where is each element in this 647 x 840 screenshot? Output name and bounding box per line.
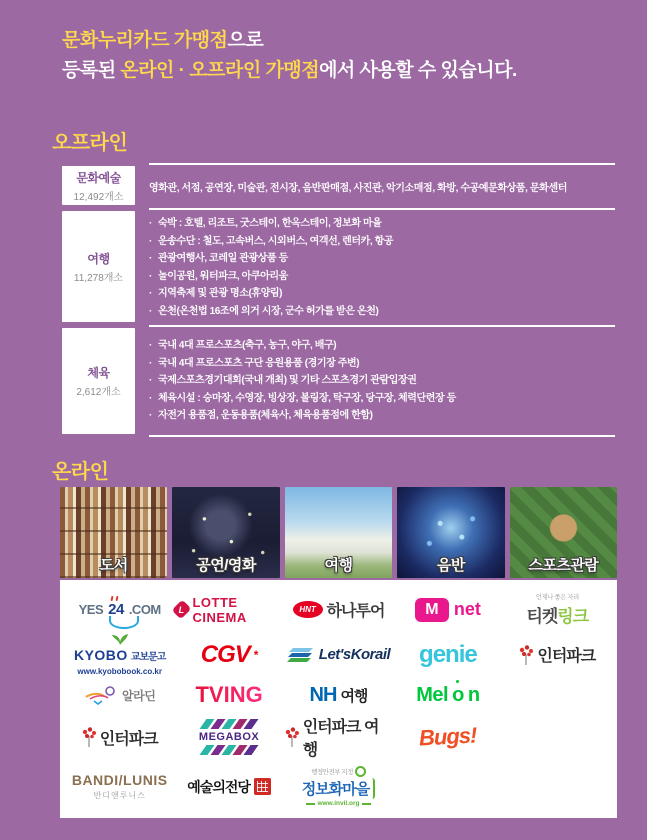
logo-bugs: Bugs! — [418, 722, 478, 751]
title-line-2: 등록된 온라인 · 오프라인 가맹점에서 사용할 수 있습니다. — [62, 60, 517, 82]
logo-melon: Mel o n — [416, 683, 480, 706]
list-item: · 숙박 : 호텔, 리조트, 굿스테이, 한옥스테이, 정보화 마을 — [149, 215, 615, 233]
list-item: · 국내 4대 프로스포츠 구단 응원용품 (경기장 주변) — [149, 355, 615, 373]
logo-nh-travel: NH 여행 — [309, 683, 368, 706]
hanatour-badge-icon: HNT — [293, 601, 323, 618]
offline-row-sports — [62, 325, 615, 437]
aladin-lamp-icon — [84, 685, 118, 705]
category-box-sports — [62, 328, 135, 434]
list-item: · 관광여행사, 코레일 관광상품 등 — [149, 250, 615, 268]
logo-seoul-arts-center: 예술의전당 — [187, 777, 271, 797]
category-count: 11,278개소 — [73, 272, 124, 284]
logo-lotte-cinema: L LOTTE CINEMA — [175, 595, 282, 625]
korail-stripes-icon — [287, 648, 315, 662]
list-item: · 놀이공원, 워터파크, 아쿠아리움 — [149, 268, 615, 286]
logo-hanatour: HNT 하나투어 — [293, 598, 385, 621]
logo-yes24: YES 24 .COM — [79, 601, 161, 618]
list-item: · 체육시설 : 승마장, 수영장, 빙상장, 볼링장, 탁구장, 당구장, 체력단련장 등 — [149, 390, 615, 408]
offline-section-title: 오프라인 — [52, 132, 128, 154]
offline-row-culture — [62, 163, 615, 208]
list-item: · 온천(온천법 16조에 의거 시장, 군수 허가를 받은 온천) — [149, 303, 615, 321]
megabox-stripes-icon — [203, 745, 255, 755]
lotte-diamond-icon: L — [172, 600, 192, 620]
category-image-label: 스포츠관람 — [528, 557, 599, 574]
partner-logo-panel — [60, 580, 617, 818]
logo-interpark-2: 인터파크 — [82, 726, 158, 749]
ticketlink-tagline: 언제나 좋은 자리 — [535, 594, 579, 601]
online-category-images — [60, 487, 617, 578]
interpark-flower-icon — [519, 645, 533, 665]
category-image-label: 공연/영화 — [196, 557, 256, 574]
category-box-culture — [62, 166, 135, 205]
category-image-travel — [285, 487, 392, 578]
category-box-travel — [62, 211, 135, 322]
invil-url: www.invil.org — [306, 800, 370, 807]
logo-kyobo: KYOBO 교보문고 www.kyobobook.co.kr — [74, 633, 165, 676]
logo-aladin: 알라딘 — [84, 685, 155, 705]
list-item: · 운송수단 : 철도, 고속버스, 시외버스, 여객선, 렌터카, 항공 — [149, 233, 615, 251]
list-item: · 국제스포츠경기대회(국내 개최) 및 기타 스포츠경기 관람입장권 — [149, 372, 615, 390]
category-label: 여행 — [87, 251, 110, 266]
category-image-label: 도서 — [99, 557, 128, 574]
category-label: 문화예술 — [76, 170, 121, 185]
logo-cgv: CGV * — [200, 640, 258, 668]
category-image-music — [397, 487, 504, 578]
interpark-flower-icon — [82, 727, 96, 747]
list-item: · 자전거 용품점, 운동용품(체육사, 체육용품점에 한함) — [149, 407, 615, 425]
title-line-1: 문화누리카드 가맹점으로 — [62, 30, 264, 51]
offline-table — [62, 163, 615, 437]
invil-circuit-icon — [355, 766, 366, 777]
category-items-sports — [149, 325, 615, 437]
mnet-m-icon: M — [415, 598, 449, 622]
logo-mnet: M net — [415, 598, 481, 622]
invil-tagline: 행정안전부 지정 — [311, 769, 353, 776]
category-items-travel — [149, 208, 615, 325]
logo-korail: Let'sKorail — [287, 646, 390, 663]
logo-megabox: MEGABOX — [199, 718, 259, 756]
logo-invil: 행정안전부 지정 정보화마을 www.invil.org — [302, 766, 375, 807]
cgv-asterisk-icon: * — [253, 647, 258, 662]
list-item: · 지역축제 및 관광 명소(휴양림) — [149, 285, 615, 303]
yes24-smile-icon — [109, 616, 139, 629]
category-image-label: 여행 — [324, 557, 353, 574]
logo-bandi-lunis: BANDI/LUNIS 반디앤루니스 — [71, 772, 168, 800]
category-image-books — [60, 487, 167, 578]
interpark-flower-icon — [285, 727, 299, 747]
category-items-culture — [149, 163, 615, 208]
category-image-label: 음반 — [436, 557, 465, 574]
kyobo-sprout-icon — [110, 633, 130, 646]
sac-seal-icon — [254, 778, 271, 795]
offline-row-travel — [62, 208, 615, 325]
kyobo-url: www.kyobobook.co.kr — [77, 667, 162, 676]
category-label: 체육 — [87, 366, 110, 380]
logo-tving: TVING — [195, 682, 263, 707]
logo-ticketlink: 언제나 좋은 자리 티켓링크 — [526, 594, 589, 626]
online-section-title: 온라인 — [52, 461, 109, 483]
category-image-sports-viewing — [510, 487, 617, 578]
category-count: 2,612개소 — [76, 387, 121, 398]
category-count: 12,492개소 — [73, 191, 124, 203]
megabox-stripes-icon — [203, 719, 255, 729]
logo-interpark-travel: 인터파크 여행 — [285, 714, 392, 760]
logo-interpark: 인터파크 — [519, 643, 595, 666]
page-title — [62, 26, 517, 87]
logo-genie: genie — [419, 640, 477, 668]
list-item: · 국내 4대 프로스포츠(축구, 농구, 야구, 배구) — [149, 337, 615, 355]
category-image-performance-movie — [172, 487, 279, 578]
category-items-text: 영화관, 서점, 공연장, 미술관, 전시장, 음반판매점, 사진관, 악기소매점, 화방, 수공예문화상품, 문화센터 — [149, 183, 567, 194]
